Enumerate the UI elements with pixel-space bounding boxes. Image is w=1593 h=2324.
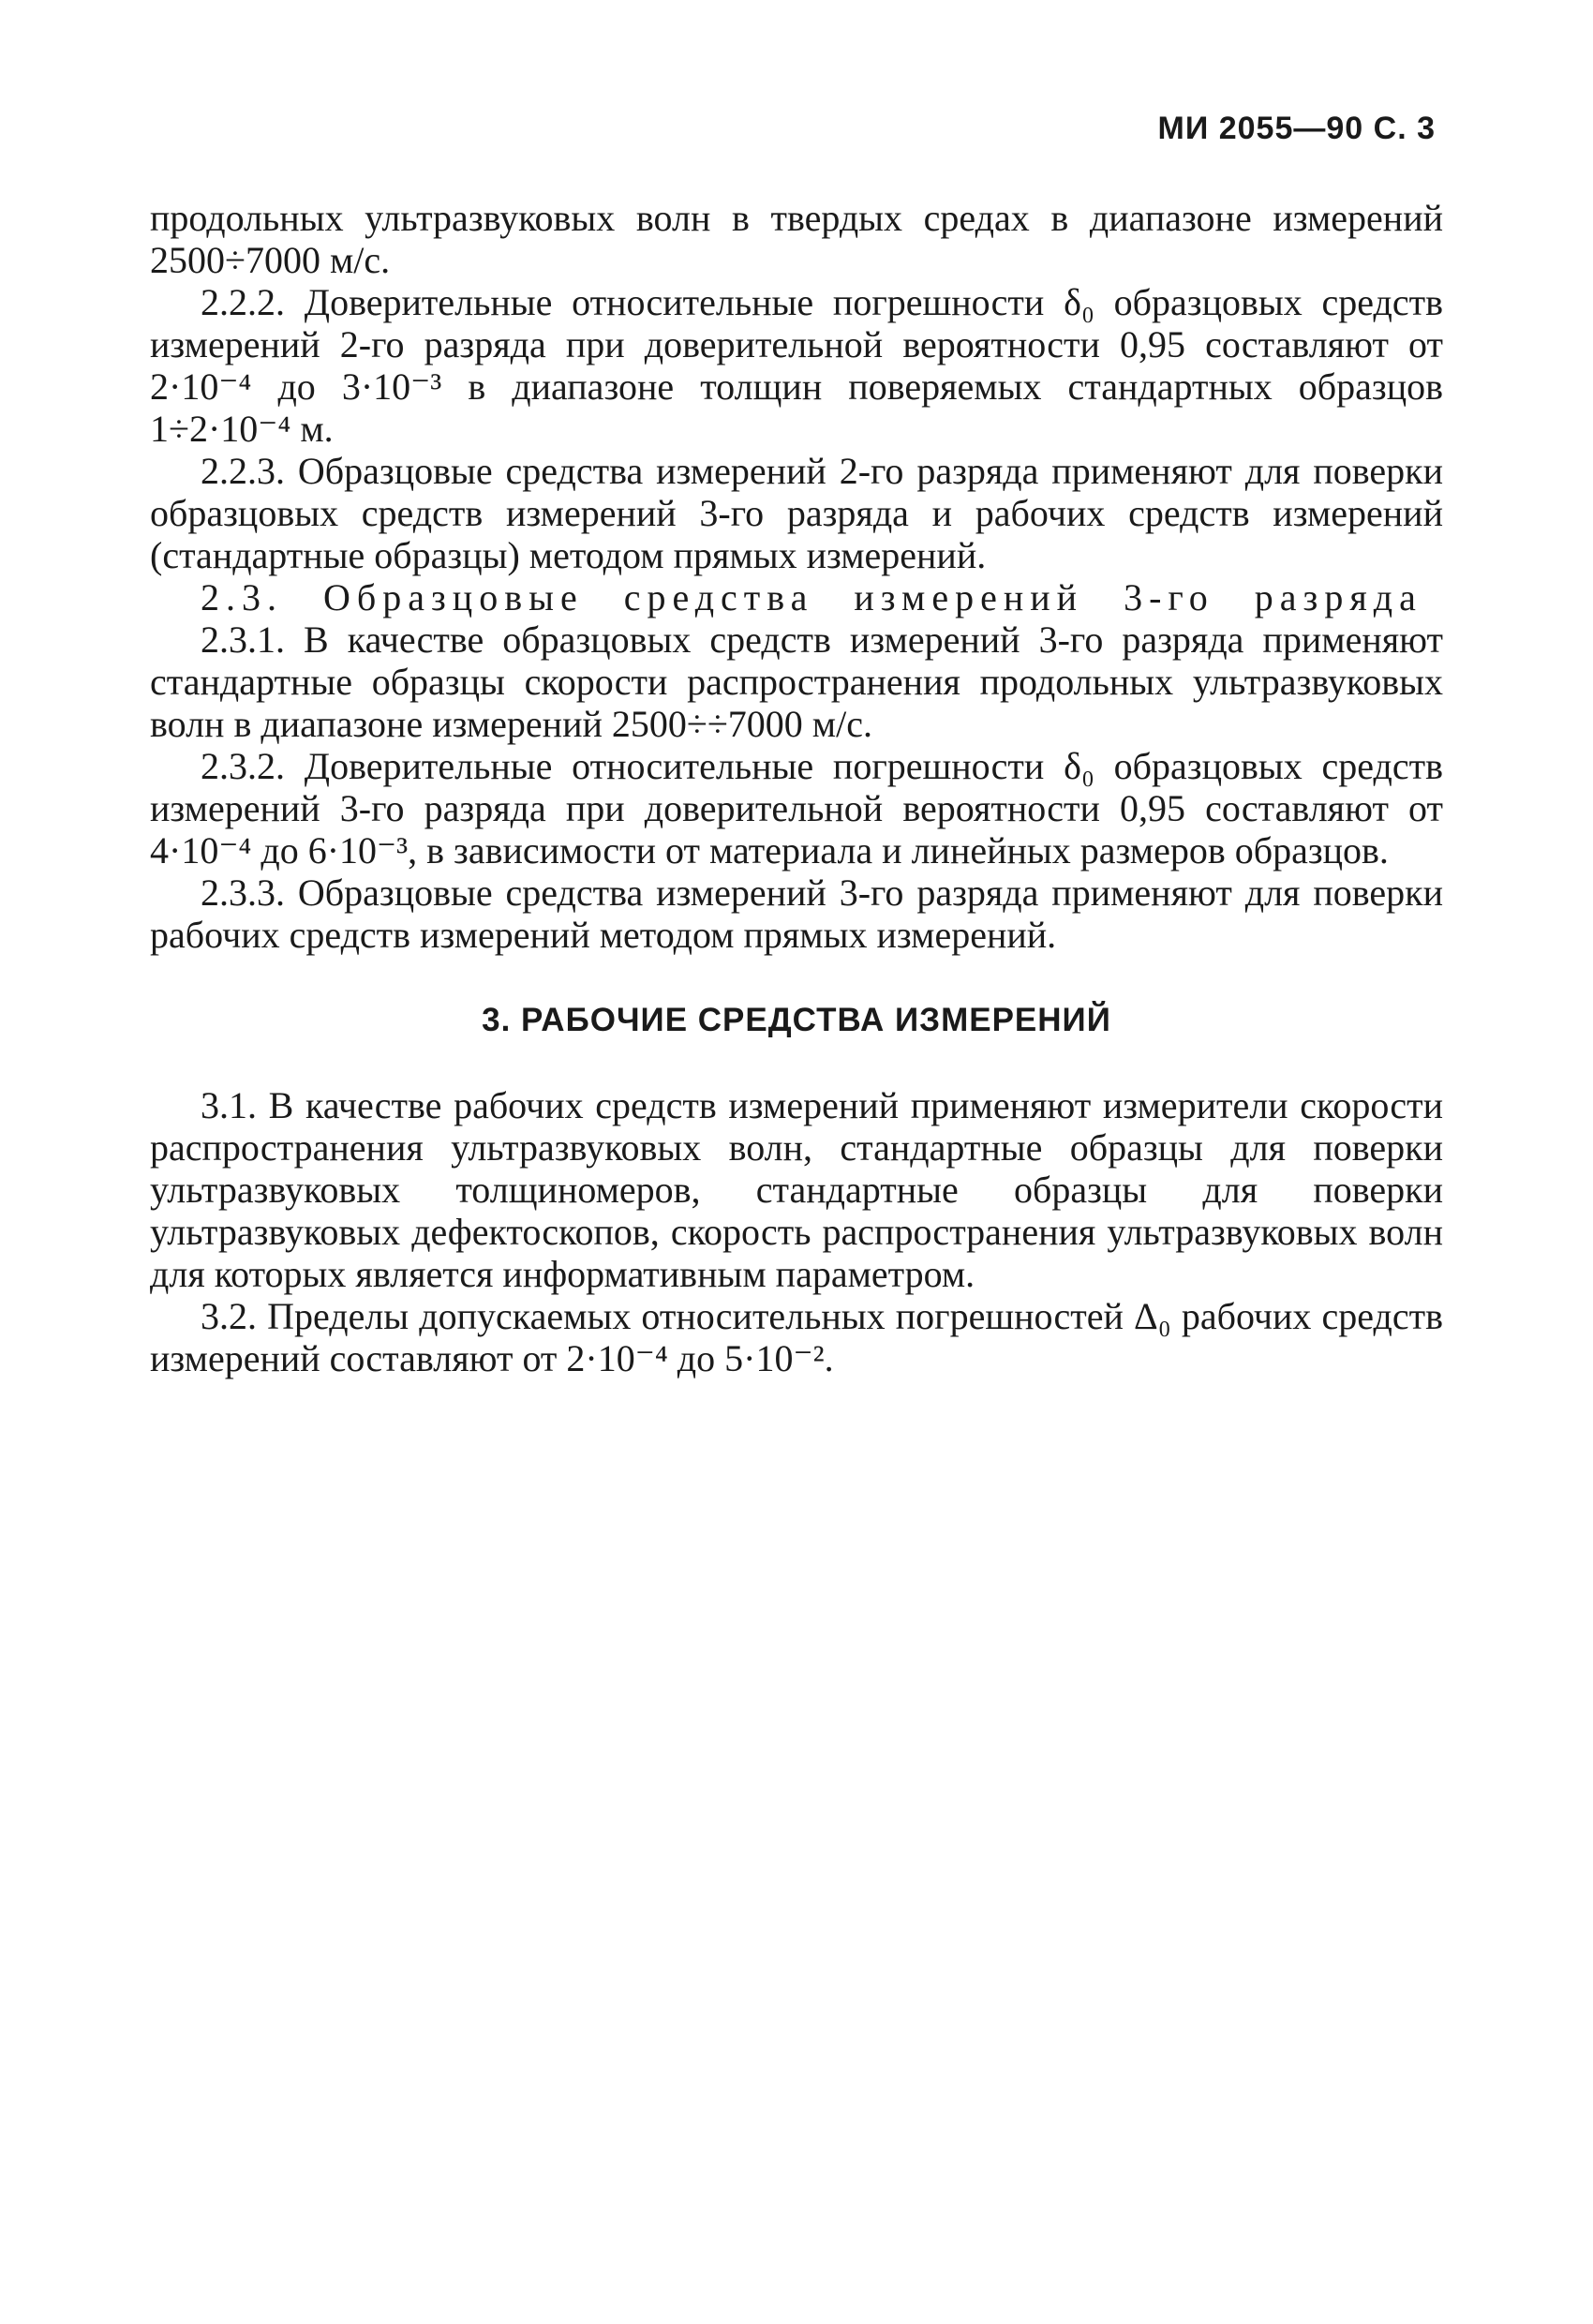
paragraph: 2.2.3. Образцовые средства измерений 2-го разряда применяют для поверки образцовых средств измерений 3-го разряда и рабочих средств измерений (стандартные образцы) методом прямых измерений. [150,450,1443,576]
document-body [150,197,1443,1379]
page-header: МИ 2055—90 С. 3 [1157,111,1436,146]
paragraph: 2.3.1. В качестве образцовых средств измерений 3-го разряда применяют стандартные образцы скорости распространения продольных ультразвуковых волн в диапазоне измерений 2500÷÷7000 м/с. [150,618,1443,745]
section-title: 3. РАБОЧИЕ СРЕДСТВА ИЗМЕРЕНИЙ [482,1002,1111,1038]
paragraph: 2.3.3. Образцовые средства измерений 3-го разряда применяют для поверки рабочих средств измерений методом прямых измерений. [150,872,1443,956]
paragraph: 3.1. В качестве рабочих средств измерений применяют измерители скорости распространения ультразвуковых волн, стандартные образцы для поверки ультразвуковых толщиномеров, стандартные образцы для поверки ультразвуковых дефектоскопов, скорость распространения ультразвуковых волн для которых является информативным параметром. [150,1084,1443,1295]
paragraphs-after-section [150,1084,1443,1379]
paragraph: продольных ультразвуковых волн в твердых средах в диапазоне измерений 2500÷7000 м/с. [150,197,1443,281]
paragraph: 2.2.2. Доверительные относительные погрешности δ₀ образцовых средств измерений 2-го разряда при доверительной вероятности 0,95 составляют от 2·10⁻⁴ до 3·10⁻³ в диапазоне толщин поверяемых стандартных образцов 1÷2·10⁻⁴ м. [150,281,1443,450]
subsection-heading: 2.3. Образцовые средства измерений 3-го разряда [201,576,1422,618]
paragraph: 2.3.2. Доверительные относительные погрешности δ₀ образцовых средств измерений 3-го разряда при доверительной вероятности 0,95 составляют от 4·10⁻⁴ до 6·10⁻³, в зависимости от материала и линейных размеров образцов. [150,745,1443,872]
paragraphs-before-section [150,197,1443,956]
paragraph: 3.2. Пределы допускаемых относительных погрешностей Δ₀ рабочих средств измерений составляют от 2·10⁻⁴ до 5·10⁻². [150,1295,1443,1379]
